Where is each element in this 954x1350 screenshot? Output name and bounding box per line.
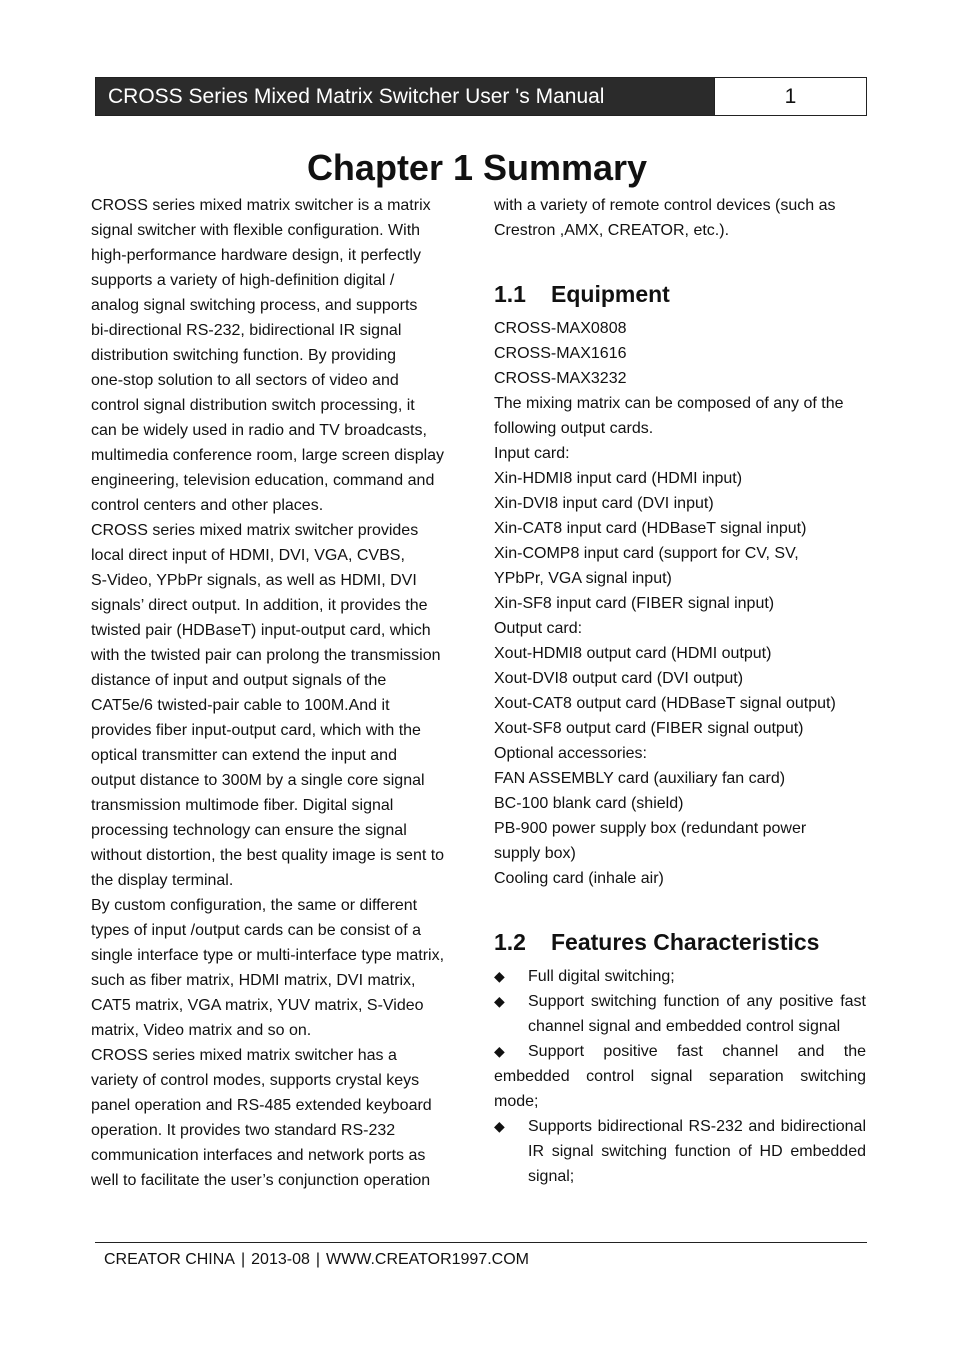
body-line: optical transmitter can extend the input and xyxy=(91,747,397,764)
body-line: analog signal switching process, and supports xyxy=(91,297,418,314)
body-line: S-Video, YPbPr signals, as well as HDMI, DVI xyxy=(91,572,417,589)
equipment-line: Cooling card (inhale air) xyxy=(494,870,664,887)
equipment-line: Xin-CAT8 input card (HDBaseT signal input) xyxy=(494,520,807,537)
page-number: 1 xyxy=(714,78,866,115)
body-line: distance of input and output signals of the xyxy=(91,672,387,689)
footer-separator: | xyxy=(240,1251,246,1268)
body-line: By custom configuration, the same or different xyxy=(91,897,418,914)
diamond-bullet-icon: ◆ xyxy=(494,1043,505,1059)
equipment-line: CROSS-MAX0808 xyxy=(494,320,627,337)
equipment-line: Xin-COMP8 input card (support for CV, SV, xyxy=(494,545,799,562)
body-line: transmission multimode fiber. Digital signal xyxy=(91,797,394,814)
body-line: with the twisted pair can prolong the transmission xyxy=(91,647,441,664)
body-line: variety of control modes, supports crystal keys xyxy=(91,1072,420,1089)
body-line: control centers and other places. xyxy=(91,497,324,514)
equipment-line: Xin-SF8 input card (FIBER signal input) xyxy=(494,595,775,612)
equipment-line: CROSS-MAX1616 xyxy=(494,345,627,362)
equipment-line: CROSS-MAX3232 xyxy=(494,370,627,387)
body-line: high-performance hardware design, it perfectly xyxy=(91,247,421,264)
body-line: supports a variety of high-definition digital / xyxy=(91,272,395,289)
section-number: 1.1 xyxy=(494,281,526,307)
equipment-line: Output card: xyxy=(494,620,583,637)
equipment-line: PB-900 power supply box (redundant power xyxy=(494,820,807,837)
body-line: multimedia conference room, large screen display xyxy=(91,447,445,464)
body-line: distribution switching function. By providing xyxy=(91,347,397,364)
body-line: the display terminal. xyxy=(91,872,234,889)
feature-text: Support positive fast channel and the embedded control signal separation switching mode; xyxy=(494,1043,866,1110)
body-line: provides fiber input-output card, which with the xyxy=(91,722,421,739)
diamond-bullet-icon: ◆ xyxy=(494,993,505,1009)
footer-company: CREATOR CHINA xyxy=(104,1251,235,1268)
body-line: communication interfaces and network ports as xyxy=(91,1147,426,1164)
body-line: one-stop solution to all sectors of video and xyxy=(91,372,399,389)
body-line: without distortion, the best quality image is sent to xyxy=(91,847,445,864)
equipment-line: Xin-HDMI8 input card (HDMI input) xyxy=(494,470,743,487)
body-line: bi-directional RS-232, bidirectional IR signal xyxy=(91,322,402,339)
section-title-text: Features Characteristics xyxy=(551,929,820,955)
body-line: Crestron ,AMX, CREATOR, etc.). xyxy=(494,222,730,239)
equipment-line: Xin-DVI8 input card (DVI input) xyxy=(494,495,714,512)
body-line: signal switcher with flexible configuration. With xyxy=(91,222,421,239)
body-line: operation. It provides two standard RS-232 xyxy=(91,1122,396,1139)
feature-text: Support switching function of any positive fast channel signal and embedded control signal xyxy=(528,993,866,1035)
body-line: CROSS series mixed matrix switcher has a xyxy=(91,1047,397,1064)
body-line: output distance to 300M by a single core signal xyxy=(91,772,425,789)
feature-text: Full digital switching; xyxy=(528,968,675,985)
equipment-line: YPbPr, VGA signal input) xyxy=(494,570,672,587)
diamond-bullet-icon: ◆ xyxy=(494,1118,505,1134)
section-title-text: Equipment xyxy=(551,281,670,307)
body-line: control signal distribution switch processing, it xyxy=(91,397,415,414)
body-line: processing technology can ensure the signal xyxy=(91,822,407,839)
body-line: CROSS series mixed matrix switcher is a matrix xyxy=(91,197,431,214)
body-line: engineering, television education, command and xyxy=(91,472,435,489)
body-line: local direct input of HDMI, DVI, VGA, CVBS, xyxy=(91,547,405,564)
equipment-line: Xout-SF8 output card (FIBER signal output) xyxy=(494,720,804,737)
feature-text: Supports bidirectional RS-232 and bidirectional IR signal switching function of HD embedded signal; xyxy=(528,1118,866,1185)
body-line: CROSS series mixed matrix switcher provides xyxy=(91,522,419,539)
section-heading-features xyxy=(494,928,866,956)
left-column xyxy=(91,193,463,1193)
equipment-line: Input card: xyxy=(494,445,570,462)
equipment-line: FAN ASSEMBLY card (auxiliary fan card) xyxy=(494,770,786,787)
body-line: such as fiber matrix, HDMI matrix, DVI matrix, xyxy=(91,972,416,989)
equipment-line: supply box) xyxy=(494,845,576,862)
manual-title: CROSS Series Mixed Matrix Switcher User 's Manual xyxy=(96,78,714,115)
body-line: well to facilitate the user’s conjunction operation xyxy=(91,1172,431,1189)
equipment-line: Xout-HDMI8 output card (HDMI output) xyxy=(494,645,772,662)
body-line: with a variety of remote control devices (such as xyxy=(494,197,836,214)
footer-divider xyxy=(95,1242,867,1243)
feature-bullet xyxy=(494,989,866,1039)
equipment-line: Xout-CAT8 output card (HDBaseT signal output) xyxy=(494,695,836,712)
equipment-line: following output cards. xyxy=(494,420,654,437)
body-line: can be widely used in radio and TV broadcasts, xyxy=(91,422,427,439)
equipment-line: The mixing matrix can be composed of any of the xyxy=(494,395,844,412)
footer-website: WWW.CREATOR1997.COM xyxy=(326,1251,529,1268)
right-column xyxy=(494,193,866,1189)
body-line: signals’ direct output. In addition, it provides the xyxy=(91,597,428,614)
page-header xyxy=(95,77,867,116)
footer-date: 2013-08 xyxy=(251,1251,310,1268)
body-line: CAT5e/6 twisted-pair cable to 100M.And it xyxy=(91,697,390,714)
body-line: single interface type or multi-interface type matrix, xyxy=(91,947,445,964)
feature-bullet xyxy=(494,1039,866,1114)
diamond-bullet-icon: ◆ xyxy=(494,968,505,984)
equipment-line: Xout-DVI8 output card (DVI output) xyxy=(494,670,744,687)
equipment-line: Optional accessories: xyxy=(494,745,647,762)
body-line: matrix, Video matrix and so on. xyxy=(91,1022,312,1039)
body-line: twisted pair (HDBaseT) input-output card, which xyxy=(91,622,431,639)
chapter-title: Chapter 1 Summary xyxy=(306,147,648,188)
section-heading-equipment xyxy=(494,280,866,308)
body-line: types of input /output cards can be consist of a xyxy=(91,922,421,939)
page-footer xyxy=(104,1250,529,1270)
section-number: 1.2 xyxy=(494,929,526,955)
body-line: panel operation and RS-485 extended keyboard xyxy=(91,1097,432,1114)
body-line: CAT5 matrix, VGA matrix, YUV matrix, S-Video xyxy=(91,997,424,1014)
equipment-line: BC-100 blank card (shield) xyxy=(494,795,684,812)
footer-separator: | xyxy=(315,1251,321,1268)
feature-bullet xyxy=(494,964,866,989)
feature-bullet xyxy=(494,1114,866,1189)
